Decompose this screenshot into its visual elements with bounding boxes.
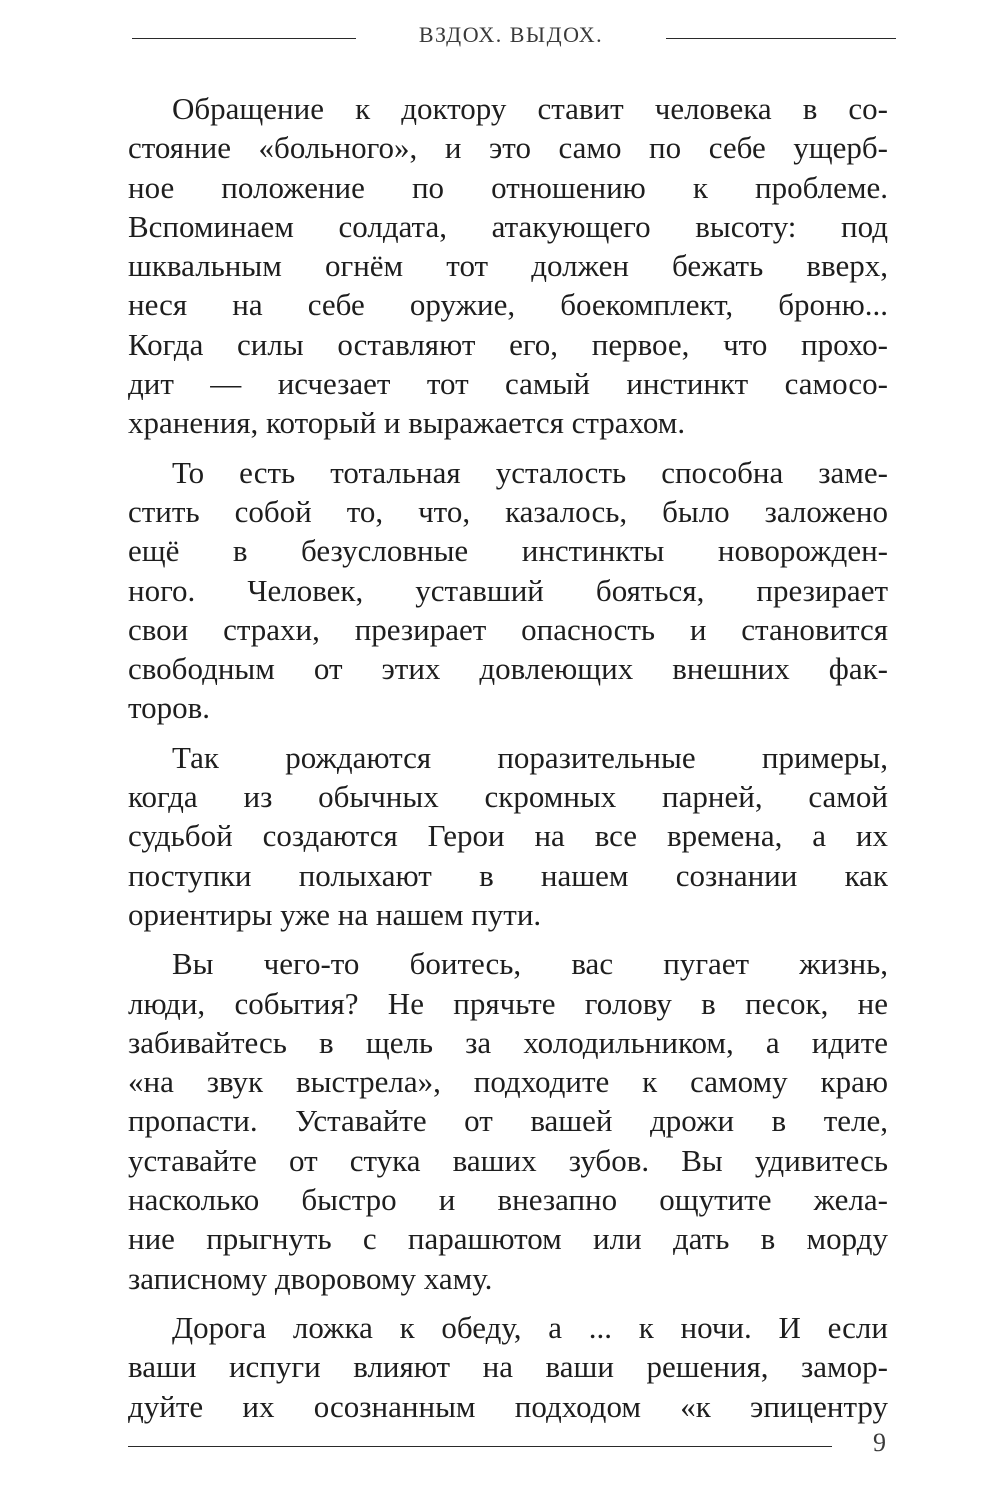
text-line: дит — исчезает тот самый инстинкт самосо- [128, 366, 888, 402]
text-line: То есть тотальная усталость способна заме- [172, 454, 888, 490]
paragraph [128, 1308, 888, 1426]
running-header [132, 18, 896, 58]
text-line: неся на себе оружие, боекомплект, броню... [128, 287, 888, 323]
text-line: Когда силы оставляют его, первое, что прохо- [128, 326, 888, 362]
paragraph-gap [128, 934, 888, 944]
header-title: ВЗДОХ. ВЫДОХ. [418, 22, 604, 47]
text-line: дуйте их осознанным подходом «к эпицентру [128, 1388, 888, 1424]
text-line: насколько быстро и внезапно ощутите жела- [128, 1182, 888, 1218]
text-line: стояние «больного», и это само по себе ущерб- [128, 130, 888, 166]
text-line: пропасти. Уставайте от вашей дрожи в теле, [128, 1103, 888, 1139]
paragraph [128, 738, 888, 934]
text-line: люди, события? Не прячьте голову в песок, не [128, 985, 888, 1021]
text-line: шквальным огнём тот должен бежать вверх, [128, 248, 888, 284]
paragraph [128, 453, 888, 728]
paragraph [128, 944, 888, 1298]
header-rule-left [132, 38, 356, 39]
text-line: ориентиры уже на нашем пути. [128, 896, 542, 932]
running-footer [128, 1428, 892, 1468]
text-line: свободным от этих довлеющих внешних фак- [128, 651, 888, 687]
header-rule-right [666, 38, 896, 39]
paragraph-gap [128, 728, 888, 738]
text-line: Так рождаются поразительные примеры, [172, 739, 888, 775]
text-line: Вы чего-то боитесь, вас пугает жизнь, [172, 946, 888, 982]
text-line: забивайтесь в щель за холодильником, а идите [128, 1024, 888, 1060]
text-line: судьбой создаются Герои на все времена, а их [128, 818, 888, 854]
text-line: Обращение к доктору ставит человека в со- [172, 91, 888, 126]
paragraph [128, 89, 888, 443]
body-text [128, 89, 888, 1426]
text-line: свои страхи, презирает опасность и становится [128, 611, 888, 647]
text-line: ние прыгнуть с парашютом или дать в морду [128, 1221, 888, 1257]
text-line: ное положение по отношению к проблеме. [128, 169, 888, 205]
text-line: стить собой то, что, казалось, было заложено [128, 493, 888, 529]
text-line: ваши испуги влияют на ваши решения, замор- [128, 1349, 888, 1385]
text-line: уставайте от стука ваших зубов. Вы удивитесь [128, 1142, 888, 1178]
text-line: ещё в безусловные инстинкты новорожден- [128, 533, 888, 569]
text-line: хранения, который и выражается страхом. [128, 405, 686, 441]
text-line: торов. [128, 690, 211, 726]
footer-rule [128, 1446, 832, 1447]
text-line: Вспоминаем солдата, атакующего высоту: под [128, 208, 888, 244]
page-number: 9 [873, 1428, 886, 1457]
text-line: Дорога ложка к обеду, а ... к ночи. И если [172, 1309, 888, 1345]
text-line: когда из обычных скромных парней, самой [128, 779, 888, 815]
paragraph-gap [128, 443, 888, 453]
text-line: записному дворовому хаму. [128, 1260, 493, 1296]
paragraph-gap [128, 1298, 888, 1308]
text-line: «на звук выстрела», подходите к самому краю [128, 1064, 888, 1100]
text-line: поступки полыхают в нашем сознании как [128, 857, 888, 893]
text-line: ного. Человек, уставший бояться, презирает [128, 572, 888, 608]
